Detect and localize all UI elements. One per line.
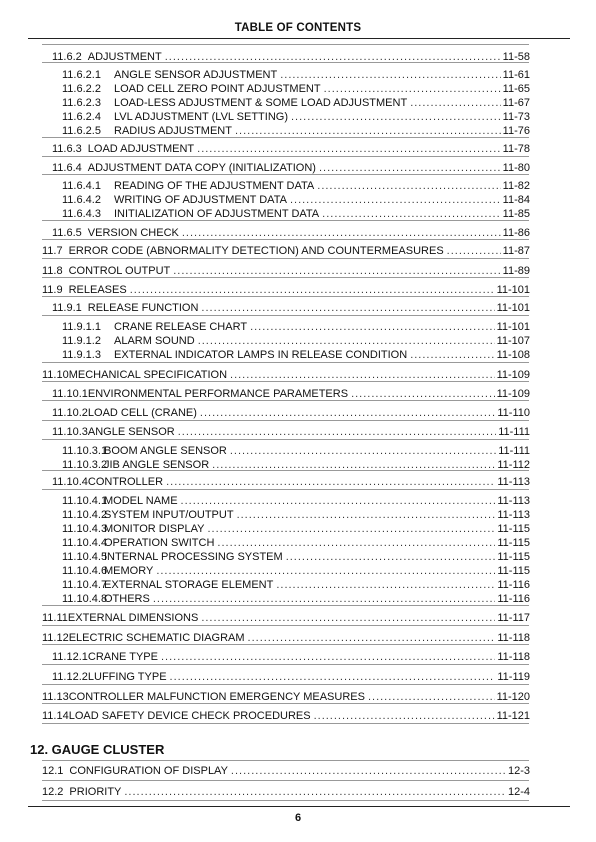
toc-entry[interactable] [62, 180, 530, 193]
toc-entry-title: CONFIGURATION OF DISPLAY [69, 765, 228, 777]
chapter-12-heading: 12. GAUGE CLUSTER [30, 742, 165, 757]
toc-entry-page: 11-113 [497, 509, 530, 521]
toc-entry-number: 11.10 [42, 369, 69, 381]
toc-entry-title: OTHERS [104, 593, 150, 605]
toc-entry-number: 11.6.2.4 [62, 111, 101, 123]
toc-entry-title: BOOM ANGLE SENSOR [104, 445, 227, 457]
dot-leader [200, 407, 495, 420]
toc-entry-title: MODEL NAME [104, 495, 178, 507]
toc-entry-title: LOAD SAFETY DEVICE CHECK PROCEDURES [68, 710, 311, 722]
dot-leader [124, 786, 506, 799]
toc-entry-number: 11.6.4 [52, 162, 82, 174]
dot-leader [170, 671, 496, 684]
toc-entry-page: 12-3 [507, 765, 530, 777]
toc-entry[interactable] [62, 335, 530, 348]
toc-entry-title: EXTERNAL INDICATOR LAMPS IN RELEASE CONDITION [114, 349, 408, 361]
toc-entry[interactable] [62, 551, 530, 564]
toc-entry-number: 11.10.4.3 [62, 523, 108, 535]
toc-entry-page: 11-107 [496, 335, 530, 347]
dot-leader [276, 579, 495, 592]
toc-entry-page: 11-116 [497, 593, 530, 605]
toc-entry-number: 11.12.2 [52, 671, 88, 683]
separator-line [42, 362, 529, 363]
page-number: 6 [294, 812, 302, 824]
toc-entry[interactable] [52, 143, 530, 156]
toc-entry-title: ADJUSTMENT [87, 51, 162, 63]
toc-entry-page: 11-84 [502, 194, 530, 206]
dot-leader [410, 349, 494, 362]
toc-entry-number: 11.9.1.3 [62, 349, 101, 361]
toc-entry-number: 11.7 [42, 245, 63, 257]
toc-entry-page: 11-115 [497, 537, 530, 549]
toc-entry-title: LOAD CELL (CRANE) [87, 407, 197, 419]
dot-leader [410, 97, 500, 110]
toc-entry-page: 11-115 [497, 523, 530, 535]
toc-entry-number: 11.10.2 [52, 407, 88, 419]
toc-entry[interactable] [52, 302, 530, 315]
dot-leader [314, 710, 495, 723]
toc-entry[interactable] [62, 495, 530, 508]
toc-entry-number: 11.6.4.2 [62, 194, 101, 206]
toc-entry-page: 11-110 [497, 407, 530, 419]
toc-entry-page: 11-111 [498, 445, 530, 457]
toc-entry-title: ADJUSTMENT DATA COPY (INITIALIZATION) [87, 162, 316, 174]
toc-entry-number: 12.1 [42, 765, 64, 777]
toc-entry-page: 11-85 [502, 208, 530, 220]
toc-entry-number: 11.10.4 [52, 476, 88, 488]
dot-leader [201, 612, 495, 625]
toc-entry-number: 11.13 [42, 691, 69, 703]
separator-line [42, 62, 529, 63]
toc-entry-number: 11.6.2.5 [62, 125, 101, 137]
separator-line [42, 220, 529, 221]
toc-entry-title: LVL ADJUSTMENT (LVL SETTING) [114, 111, 288, 123]
separator-line [42, 137, 529, 138]
dot-leader [280, 69, 500, 82]
dot-leader [207, 523, 495, 536]
toc-entry-number: 11.10.4.8 [62, 593, 108, 605]
toc-entry-number: 11.6.2.1 [62, 69, 101, 81]
separator-line [42, 605, 529, 606]
dot-leader [230, 445, 496, 458]
toc-entry-page: 11-121 [496, 710, 530, 722]
toc-entry-number: 12.2 [42, 786, 64, 798]
toc-entry-page: 12-4 [507, 786, 530, 798]
toc-entry-title: INITIALIZATION OF ADJUSTMENT DATA [114, 208, 320, 220]
toc-entry-page: 11-108 [496, 349, 530, 361]
toc-entry-number: 11.8 [42, 265, 63, 277]
toc-entry-number: 11.6.3 [52, 143, 82, 155]
toc-entry-number: 11.14 [42, 710, 69, 722]
toc-entry-number: 11.12 [42, 632, 69, 644]
toc-entry-number: 11.10.4.2 [62, 509, 108, 521]
dot-leader [290, 194, 501, 207]
toc-entry-page: 11-80 [502, 162, 530, 174]
toc-entry[interactable] [62, 509, 530, 522]
toc-entry-page: 11-89 [502, 265, 530, 277]
toc-entry-title: JIB ANGLE SENSOR [104, 459, 210, 471]
toc-entry-page: 11-101 [496, 302, 530, 314]
toc-entry-title: OPERATION SWITCH [104, 537, 215, 549]
toc-entry-page: 11-86 [502, 227, 530, 239]
dot-leader [324, 83, 501, 96]
separator-line [42, 703, 529, 704]
separator-line [42, 400, 529, 401]
toc-entry[interactable] [42, 765, 530, 778]
dot-leader [250, 321, 495, 334]
toc-entry-page: 11-116 [497, 579, 530, 591]
toc-entry-page: 11-118 [497, 632, 530, 644]
toc-entry-page: 11-109 [496, 388, 530, 400]
dot-leader [291, 111, 501, 124]
dot-leader [156, 565, 495, 578]
toc-entry-title: ANGLE SENSOR ADJUSTMENT [114, 69, 278, 81]
toc-entry-title: INTERNAL PROCESSING SYSTEM [104, 551, 283, 563]
toc-entry-page: 11-67 [502, 97, 530, 109]
toc-entry[interactable] [52, 671, 530, 684]
separator-line [42, 156, 529, 157]
toc-entry-page: 11-117 [497, 612, 530, 624]
toc-entry-number: 11.9 [42, 284, 63, 296]
toc-entry-title: ANGLE SENSOR [87, 426, 175, 438]
page-header: TABLE OF CONTENTS [234, 22, 362, 34]
toc-entry-page: 11-78 [502, 143, 530, 155]
dot-leader [166, 476, 495, 489]
toc-entry-title: MONITOR DISPLAY [104, 523, 205, 535]
toc-entry-title: LUFFING TYPE [87, 671, 167, 683]
toc-entry[interactable] [62, 97, 530, 110]
toc-entry-title: EXTERNAL STORAGE ELEMENT [104, 579, 274, 591]
toc-entry-number: 11.11 [42, 612, 68, 624]
dot-leader [217, 537, 495, 550]
toc-entry[interactable] [52, 651, 530, 664]
separator-line [42, 723, 529, 724]
toc-entry[interactable] [52, 407, 530, 420]
separator-line [42, 381, 529, 382]
toc-entry-title: CRANE TYPE [87, 651, 158, 663]
toc-entry-title: READING OF THE ADJUSTMENT DATA [114, 180, 315, 192]
separator-line [42, 44, 529, 45]
toc-entry-page: 11-101 [496, 284, 530, 296]
toc-entry-title: RADIUS ADJUSTMENT [114, 125, 232, 137]
toc-entry-title: MEMORY [104, 565, 154, 577]
dot-leader [231, 765, 506, 778]
separator-line [42, 684, 529, 685]
separator-line [42, 800, 529, 801]
toc-entry[interactable] [52, 476, 530, 489]
dot-leader [161, 651, 495, 664]
toc-entry[interactable] [42, 245, 530, 258]
toc-entry[interactable] [42, 786, 530, 799]
footer-rule [28, 806, 570, 807]
toc-entry[interactable] [62, 523, 530, 536]
toc-entry-number: 11.6.4.1 [62, 180, 101, 192]
toc-entry-number: 11.10.4.4 [62, 537, 108, 549]
toc-entry-page: 11-120 [496, 691, 530, 703]
toc-entry-page: 11-87 [502, 245, 530, 257]
toc-entry-title: CONTROLLER MALFUNCTION EMERGENCY MEASURES [68, 691, 365, 703]
toc-entry-number: 11.10.3.1 [62, 445, 108, 457]
separator-line [42, 420, 529, 421]
toc-entry-title: SYSTEM INPUT/OUTPUT [104, 509, 234, 521]
toc-entry-title: ALARM SOUND [114, 335, 195, 347]
separator-line [42, 174, 529, 175]
toc-entry-title: VERSION CHECK [87, 227, 179, 239]
toc-entry-number: 11.10.4.7 [62, 579, 108, 591]
separator-line [42, 439, 529, 440]
toc-entry-title: RELEASES [68, 284, 127, 296]
toc-entry[interactable] [62, 111, 530, 124]
toc-entry-number: 11.6.2.2 [62, 83, 101, 95]
toc-entry-number: 11.10.4.1 [62, 495, 108, 507]
separator-line [42, 258, 529, 259]
toc-entry-title: CRANE RELEASE CHART [114, 321, 248, 333]
separator-line [42, 489, 529, 490]
toc-entry[interactable] [42, 710, 530, 723]
toc-entry[interactable] [52, 426, 530, 439]
toc-entry-number: 11.6.2 [52, 51, 82, 63]
separator-line [42, 296, 529, 297]
toc-entry-number: 11.12.1 [52, 651, 88, 663]
toc-entry-page: 11-101 [496, 321, 530, 333]
toc-entry-number: 11.6.4.3 [62, 208, 101, 220]
toc-entry-page: 11-76 [502, 125, 530, 137]
toc-entry[interactable] [62, 537, 530, 550]
separator-line [42, 470, 529, 471]
toc-entry-number: 11.10.4.5 [62, 551, 108, 563]
toc-entry-number: 11.9.1 [52, 302, 82, 314]
toc-entry-page: 11-119 [497, 671, 530, 683]
toc-entry-page: 11-113 [497, 476, 530, 488]
separator-line [42, 239, 529, 240]
toc-entry[interactable] [42, 612, 530, 625]
toc-entry-title: RELEASE FUNCTION [87, 302, 199, 314]
dot-leader [317, 180, 500, 193]
toc-entry-page: 11-112 [497, 459, 530, 471]
toc-entry-page: 11-115 [497, 565, 530, 577]
toc-entry-page: 11-113 [497, 495, 530, 507]
toc-entry-number: 11.6.5 [52, 227, 82, 239]
toc-entry-number: 11.9.1.1 [62, 321, 101, 333]
toc-entry-title: LOAD ADJUSTMENT [87, 143, 195, 155]
toc-entry[interactable] [62, 445, 530, 458]
toc-entry-page: 11-109 [496, 369, 530, 381]
toc-entry-title: ENVIRONMENTAL PERFORMANCE PARAMETERS [87, 388, 349, 400]
toc-entry-page: 11-118 [497, 651, 530, 663]
toc-entry[interactable] [62, 349, 530, 362]
toc-entry-title: ELECTRIC SCHEMATIC DIAGRAM [68, 632, 245, 644]
dot-leader [286, 551, 496, 564]
toc-entry-title: EXTERNAL DIMENSIONS [67, 612, 199, 624]
toc-entry-page: 11-65 [502, 83, 530, 95]
toc-entry-title: PRIORITY [69, 786, 122, 798]
toc-entry-number: 11.9.1.2 [62, 335, 101, 347]
toc-entry-number: 11.10.3 [52, 426, 88, 438]
separator-line [42, 277, 529, 278]
toc-entry-page: 11-82 [502, 180, 530, 192]
separator-line [42, 644, 529, 645]
toc-entry[interactable] [62, 579, 530, 592]
toc-entry[interactable] [62, 321, 530, 334]
dot-leader [197, 143, 501, 156]
dot-leader [178, 426, 496, 439]
dot-leader [181, 495, 496, 508]
toc-entry-page: 11-115 [497, 551, 530, 563]
dot-leader [201, 302, 494, 315]
toc-entry[interactable] [62, 83, 530, 96]
dot-leader [198, 335, 495, 348]
toc-entry-number: 11.10.4.6 [62, 565, 108, 577]
separator-line [42, 625, 529, 626]
toc-entry-page: 11-58 [502, 51, 530, 63]
toc-entry[interactable] [62, 565, 530, 578]
toc-entry-number: 11.6.2.3 [62, 97, 101, 109]
separator-line [42, 780, 529, 781]
toc-entry-title: LOAD CELL ZERO POINT ADJUSTMENT [114, 83, 321, 95]
separator-line [42, 315, 529, 316]
toc-entry-page: 11-73 [502, 111, 530, 123]
toc-entry-page: 11-111 [498, 426, 530, 438]
toc-entry-title: CONTROLLER [87, 476, 164, 488]
toc-entry-title: ERROR CODE (ABNORMALITY DETECTION) AND COUNTERMEASURES [68, 245, 444, 257]
toc-entry-number: 11.10.1 [52, 388, 88, 400]
toc-entry-title: CONTROL OUTPUT [68, 265, 171, 277]
toc-entry[interactable] [62, 194, 530, 207]
dot-leader [237, 509, 496, 522]
toc-entry-page: 11-61 [502, 69, 530, 81]
toc-entry-number: 11.10.3.2 [62, 459, 108, 471]
toc-entry-title: MECHANICAL SPECIFICATION [68, 369, 228, 381]
toc-entry[interactable] [62, 69, 530, 82]
separator-line [42, 664, 529, 665]
separator-line [42, 760, 529, 761]
toc-entry-title: WRITING OF ADJUSTMENT DATA [114, 194, 287, 206]
dot-leader [447, 245, 501, 258]
toc-entry-title: LOAD-LESS ADJUSTMENT & SOME LOAD ADJUSTMENT [114, 97, 408, 109]
